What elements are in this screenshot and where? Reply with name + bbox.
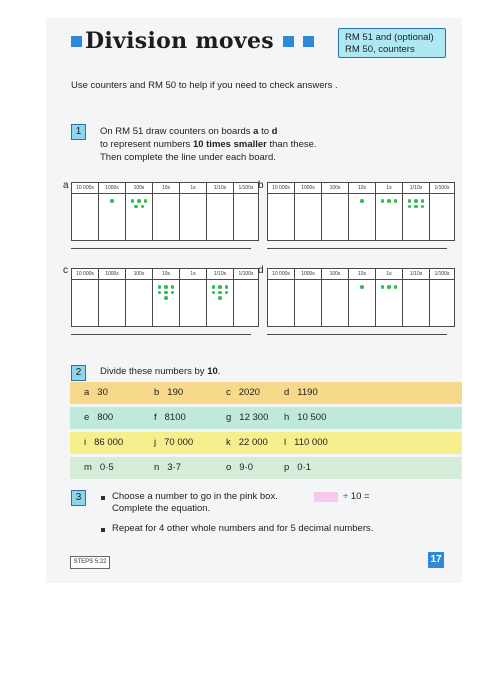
board-column xyxy=(268,280,295,327)
counter-dot xyxy=(414,205,418,209)
counter-dot xyxy=(158,291,162,295)
q2-emphasis: 10 xyxy=(207,366,218,377)
counter-dot xyxy=(134,205,138,209)
counter-dot xyxy=(381,199,385,203)
division-item xyxy=(84,407,113,429)
counter-dot xyxy=(212,291,216,295)
question-1-text xyxy=(100,125,360,164)
board-column xyxy=(99,280,126,327)
item-letter: m xyxy=(84,462,92,473)
item-value: 30 xyxy=(97,387,108,398)
board-column xyxy=(234,194,259,241)
resource-reference-box xyxy=(338,28,446,58)
division-item xyxy=(84,457,114,479)
place-value-board xyxy=(71,268,259,327)
counter-dot xyxy=(158,285,162,289)
division-item xyxy=(226,457,253,479)
column-header: 100s xyxy=(126,269,153,280)
page-title: Division moves xyxy=(85,28,274,54)
item-letter: p xyxy=(284,462,290,473)
counter-dot xyxy=(144,199,148,203)
item-value: 190 xyxy=(167,387,184,398)
item-value: 22 000 xyxy=(238,437,268,448)
item-letter: c xyxy=(226,387,231,398)
place-value-board xyxy=(267,182,455,241)
bullet xyxy=(101,496,105,500)
board-column xyxy=(349,280,376,327)
column-header: 1/100s xyxy=(234,269,259,280)
board-column xyxy=(72,194,99,241)
question-number-2: 2 xyxy=(71,365,86,381)
division-row xyxy=(70,382,462,404)
place-value-board xyxy=(71,182,259,241)
column-header: 10 000s xyxy=(72,183,99,194)
page-number: 17 xyxy=(428,552,444,568)
division-item xyxy=(284,407,326,429)
division-row xyxy=(70,457,462,479)
board-column xyxy=(322,280,349,327)
item-letter: j xyxy=(154,437,157,448)
counter-dot xyxy=(218,285,222,289)
division-item xyxy=(284,432,328,454)
column-header: 10s xyxy=(349,183,376,194)
counter-dot xyxy=(218,296,222,300)
board-column xyxy=(349,194,376,241)
q1-text: to represent numbers xyxy=(100,139,193,150)
answer-line xyxy=(71,248,251,249)
question-number-3: 3 xyxy=(71,490,86,506)
board-column xyxy=(153,194,180,241)
title-decoration-square xyxy=(283,36,294,47)
q3-text: Complete the equation. xyxy=(112,503,211,514)
counter-dot xyxy=(421,205,425,209)
item-value: 110 000 xyxy=(294,437,328,448)
q3-bullet-2: Repeat for 4 other whole numbers and for 5 decimal numbers. xyxy=(112,523,374,534)
board-column xyxy=(126,194,153,241)
counter-dot xyxy=(141,205,145,209)
item-letter: a xyxy=(84,387,90,398)
board-letter: b xyxy=(258,180,264,191)
board-column xyxy=(180,280,207,327)
division-item xyxy=(154,407,186,429)
counter-dot xyxy=(110,199,114,203)
board-column xyxy=(234,280,259,327)
item-value: 0·5 xyxy=(99,462,114,473)
steps-reference: STEPS 5:22 xyxy=(70,556,110,569)
board-column xyxy=(126,280,153,327)
column-header: 1/100s xyxy=(430,183,455,194)
counter-dot xyxy=(408,205,412,209)
title-decoration-square xyxy=(71,36,82,47)
column-header: 1/10s xyxy=(403,269,430,280)
q1-text: Then complete the line under each board. xyxy=(100,152,276,163)
column-header: 1000s xyxy=(295,269,322,280)
board-column xyxy=(207,280,234,327)
item-value: 86 000 xyxy=(94,437,124,448)
q3-text: Choose a number to go in the pink box. xyxy=(112,491,278,502)
column-header: 10 000s xyxy=(72,269,99,280)
q1-letter: d xyxy=(271,126,278,137)
counter-dot xyxy=(225,291,229,295)
q1-text: than these. xyxy=(266,139,317,150)
counter-dot xyxy=(394,199,398,203)
division-row xyxy=(70,432,462,454)
reference-line-2: RM 50, counters xyxy=(345,44,415,55)
column-header: 10s xyxy=(153,183,180,194)
division-item xyxy=(154,382,183,404)
column-header: 100s xyxy=(322,183,349,194)
counter-dot xyxy=(171,285,175,289)
column-header: 10s xyxy=(349,269,376,280)
item-value: 2020 xyxy=(238,387,260,398)
board-column xyxy=(207,194,234,241)
division-item xyxy=(284,382,318,404)
item-value: 1190 xyxy=(297,387,318,398)
item-value: 10 500 xyxy=(297,412,327,423)
item-letter: d xyxy=(284,387,290,398)
division-row xyxy=(70,407,462,429)
counter-dot xyxy=(421,199,425,203)
item-letter: n xyxy=(154,462,160,473)
board-letter: c xyxy=(63,265,68,276)
item-value: 8100 xyxy=(164,412,186,423)
board-column xyxy=(99,194,126,241)
counter-dot xyxy=(164,285,168,289)
item-value: 800 xyxy=(97,412,114,423)
board-letter: a xyxy=(63,180,69,191)
counter-dot xyxy=(414,199,418,203)
column-header: 1s xyxy=(180,269,207,280)
counter-dot xyxy=(387,199,391,203)
column-header: 1/10s xyxy=(207,183,234,194)
item-letter: g xyxy=(226,412,232,423)
counter-dot xyxy=(131,199,135,203)
question-2-text xyxy=(100,366,220,377)
division-item xyxy=(84,432,123,454)
division-item xyxy=(226,432,268,454)
column-header: 1000s xyxy=(99,183,126,194)
board-column xyxy=(322,194,349,241)
item-value: 12 300 xyxy=(239,412,269,423)
counter-dot xyxy=(164,296,168,300)
board-column xyxy=(403,194,430,241)
question-number-1: 1 xyxy=(71,124,86,140)
q2-text: . xyxy=(217,366,221,377)
board-column xyxy=(403,280,430,327)
board-column xyxy=(72,280,99,327)
column-header: 10 000s xyxy=(268,269,295,280)
division-item xyxy=(284,457,311,479)
q1-text: On RM 51 draw counters on boards xyxy=(100,126,254,137)
board-letter: d xyxy=(258,265,264,276)
item-value: 3·7 xyxy=(167,462,182,473)
column-header: 1/100s xyxy=(430,269,455,280)
reference-line-1: RM 51 and (optional) xyxy=(345,32,434,43)
q1-letter: a xyxy=(253,126,259,137)
board-column xyxy=(268,194,295,241)
division-item xyxy=(154,432,193,454)
board-column xyxy=(376,194,403,241)
column-header: 100s xyxy=(126,183,153,194)
board-column xyxy=(295,280,322,327)
counter-dot xyxy=(218,291,222,295)
pink-answer-box xyxy=(314,492,338,502)
column-header: 1s xyxy=(376,269,403,280)
item-letter: l xyxy=(284,437,287,448)
q2-text: Divide these numbers by xyxy=(100,366,208,377)
division-item xyxy=(226,382,260,404)
item-letter: e xyxy=(84,412,90,423)
board-column xyxy=(153,280,180,327)
answer-line xyxy=(71,334,251,335)
counter-dot xyxy=(171,291,175,295)
column-header: 1000s xyxy=(99,269,126,280)
counter-dot xyxy=(381,285,385,289)
column-header: 100s xyxy=(322,269,349,280)
intro-text: Use counters and RM 50 to help if you need to check answers . xyxy=(71,80,338,91)
item-letter: f xyxy=(154,412,157,423)
column-header: 10s xyxy=(153,269,180,280)
division-item xyxy=(154,457,181,479)
board-column xyxy=(180,194,207,241)
board-column xyxy=(430,280,455,327)
column-header: 1/10s xyxy=(403,183,430,194)
counter-dot xyxy=(387,285,391,289)
place-value-board xyxy=(267,268,455,327)
column-header: 10 000s xyxy=(268,183,295,194)
q1-text: to xyxy=(258,126,272,137)
q3-bullet-1 xyxy=(112,491,278,515)
counter-dot xyxy=(360,199,364,203)
item-letter: b xyxy=(154,387,160,398)
board-column xyxy=(376,280,403,327)
item-letter: i xyxy=(84,437,87,448)
item-letter: k xyxy=(226,437,231,448)
column-header: 1s xyxy=(376,183,403,194)
counter-dot xyxy=(212,285,216,289)
item-value: 0·1 xyxy=(297,462,312,473)
counter-dot xyxy=(360,285,364,289)
column-header: 1/10s xyxy=(207,269,234,280)
item-letter: o xyxy=(226,462,232,473)
counter-dot xyxy=(225,285,229,289)
answer-line xyxy=(267,248,447,249)
board-column xyxy=(295,194,322,241)
column-header: 1/100s xyxy=(234,183,259,194)
counter-dot xyxy=(137,199,141,203)
column-header: 1000s xyxy=(295,183,322,194)
item-value: 70 000 xyxy=(164,437,194,448)
item-value: 9·0 xyxy=(239,462,254,473)
equation-text: ÷ 10 = xyxy=(343,491,370,502)
counter-dot xyxy=(408,199,412,203)
division-item xyxy=(84,382,108,404)
counter-dot xyxy=(394,285,398,289)
item-letter: h xyxy=(284,412,290,423)
bullet xyxy=(101,528,105,532)
title-decoration-square xyxy=(303,36,314,47)
counter-dot xyxy=(164,291,168,295)
q1-emphasis: 10 times smaller xyxy=(192,139,267,150)
board-column xyxy=(430,194,455,241)
answer-line xyxy=(267,334,447,335)
column-header: 1s xyxy=(180,183,207,194)
division-item xyxy=(226,407,268,429)
